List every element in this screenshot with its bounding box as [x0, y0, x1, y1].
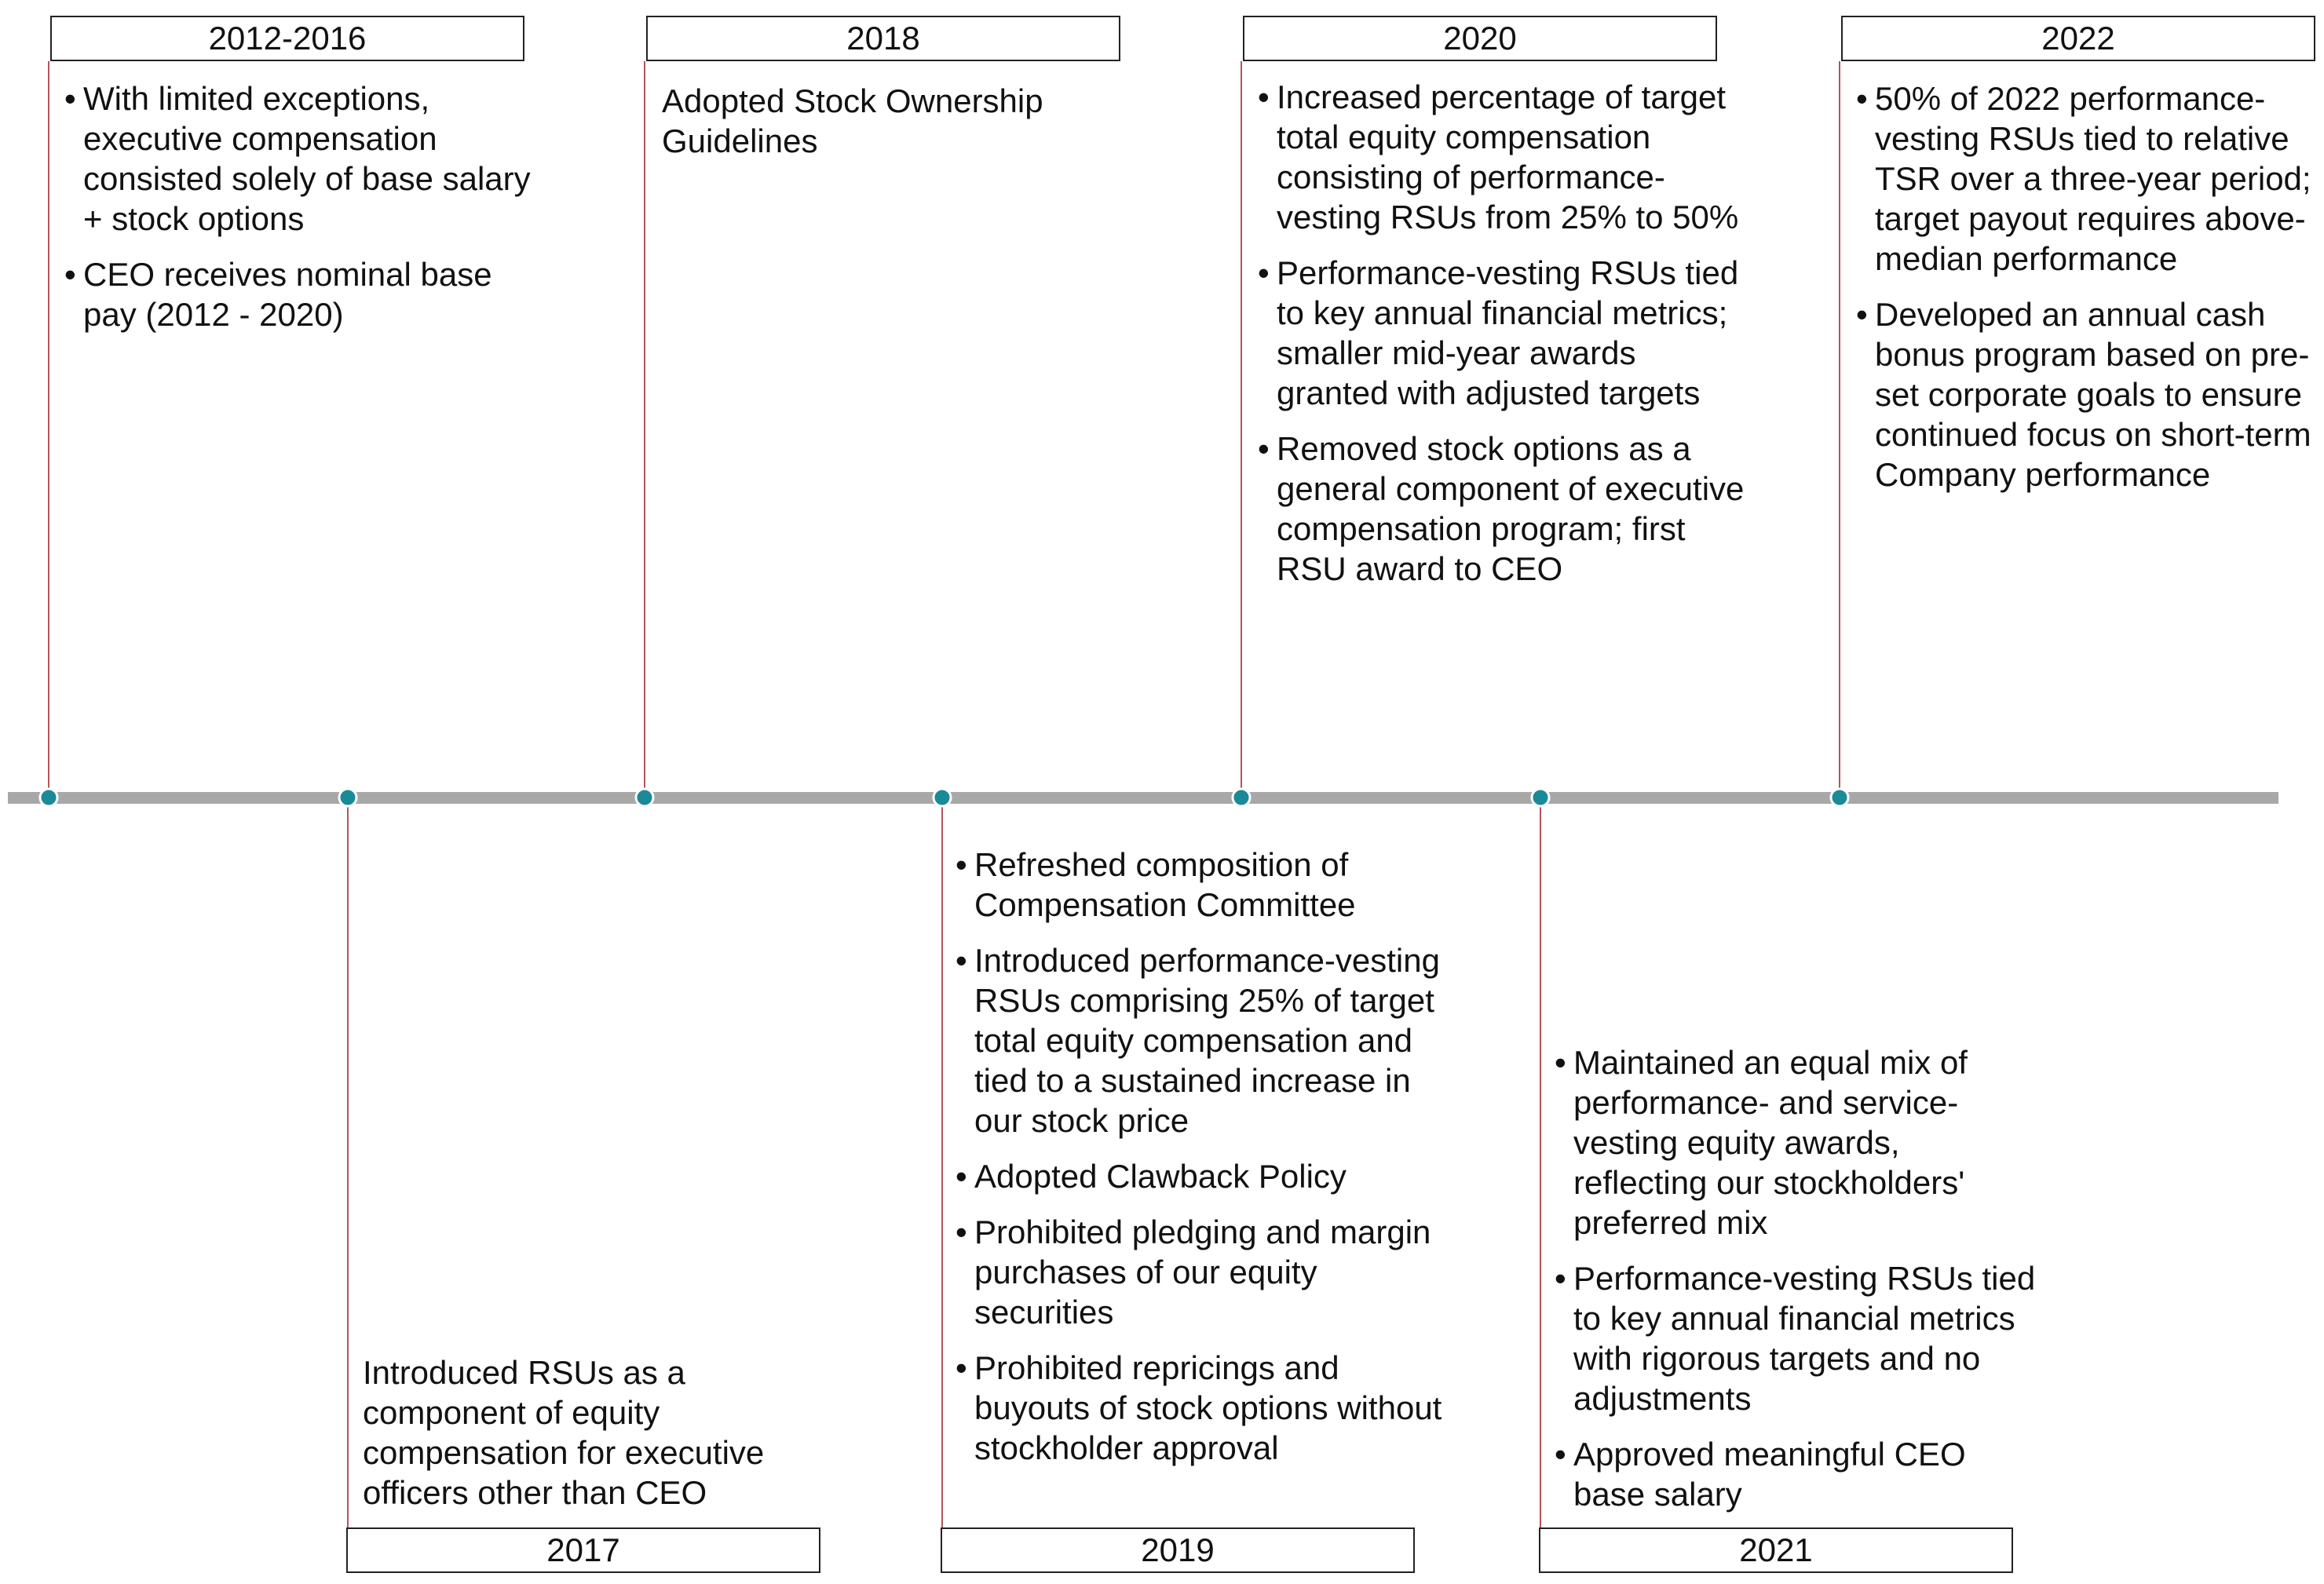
event-text-2012-2016 — [64, 78, 543, 334]
event-bullet: • Performance-vesting RSUs tied to key annual financial metrics with rigorous targets and no adjustments — [1555, 1258, 2041, 1418]
year-label-2019: 2019 — [941, 1527, 1415, 1573]
event-bullet: • Prohibited repricings and buyouts of stock options without stockholder approval — [956, 1348, 1458, 1468]
timeline-node-2022 — [1831, 789, 1848, 806]
event-bullet: • Removed stock options as a general component of executive compensation program; first RSU award to CEO — [1258, 429, 1745, 589]
event-bullet: • Refreshed composition of Compensation Committee — [956, 845, 1458, 925]
event-bullet: • Prohibited pledging and margin purchases of our equity securities — [956, 1212, 1458, 1332]
event-text-2021 — [1555, 1042, 2041, 1514]
timeline-node-2017 — [339, 789, 356, 806]
year-label-2017: 2017 — [346, 1527, 820, 1573]
timeline-node-2018 — [636, 789, 653, 806]
event-bullet: • Adopted Clawback Policy — [956, 1156, 1458, 1196]
event-text-2022 — [1856, 78, 2324, 495]
event-description: Adopted Stock Ownership Guidelines — [662, 82, 1043, 159]
timeline-node-2021 — [1532, 789, 1549, 806]
event-text-2020 — [1258, 77, 1745, 589]
event-text-2017 — [363, 1352, 834, 1513]
event-text-2019 — [956, 845, 1458, 1468]
event-bullet: • CEO receives nominal base pay (2012 - 2020) — [64, 254, 543, 334]
timeline-node-2019 — [934, 789, 951, 806]
timeline-node-2012-2016 — [40, 789, 57, 806]
year-label-2021: 2021 — [1539, 1527, 2013, 1573]
event-bullet: • Introduced performance-vesting RSUs comprising 25% of target total equity compensation and tied to a sustained increase in our stock price — [956, 940, 1458, 1141]
event-bullet: • Increased percentage of target total equity compensation consisting of performance-vesting RSUs from 25% to 50% — [1258, 77, 1745, 237]
event-text-2018 — [662, 81, 1133, 161]
year-label-2020: 2020 — [1243, 16, 1717, 61]
event-bullet: • 50% of 2022 performance-vesting RSUs tied to relative TSR over a three-year period; target payout requires above-median performance — [1856, 78, 2324, 279]
event-bullet: • Maintained an equal mix of performance- and service-vesting equity awards, reflecting our stockholders' preferred mix — [1555, 1042, 2041, 1243]
event-bullet: • With limited exceptions, executive compensation consisted solely of base salary + stock options — [64, 78, 543, 239]
event-bullet: • Performance-vesting RSUs tied to key annual financial metrics; smaller mid-year awards granted with adjusted targets — [1258, 253, 1745, 413]
event-description: Introduced RSUs as a component of equity compensation for executive officers other than CEO — [363, 1354, 765, 1511]
timeline-node-2020 — [1233, 789, 1250, 806]
event-bullet: • Approved meaningful CEO base salary — [1555, 1434, 2041, 1514]
year-label-2018: 2018 — [646, 16, 1120, 61]
year-label-2012-2016: 2012-2016 — [50, 16, 524, 61]
event-bullet: • Developed an annual cash bonus program based on pre-set corporate goals to ensure continued focus on short-term Company performance — [1856, 294, 2324, 495]
year-label-2022: 2022 — [1841, 16, 2315, 61]
